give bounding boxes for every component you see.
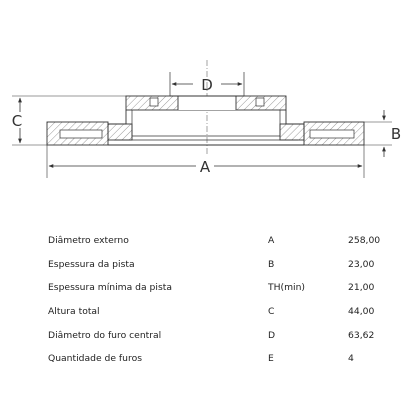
spec-label: Diâmetro do furo central — [48, 330, 162, 341]
spec-value: 44,00 — [348, 306, 375, 317]
dimension-label-a: A — [199, 158, 211, 176]
spec-row — [0, 306, 420, 322]
spec-label: Espessura mínima da pista — [48, 282, 172, 293]
spec-code: A — [268, 235, 275, 246]
spec-value: 4 — [348, 353, 354, 364]
spec-value: 63,62 — [348, 330, 375, 341]
brake-disc-diagram — [0, 0, 420, 205]
disc-left-ring — [47, 122, 132, 145]
dimension-b — [364, 110, 401, 157]
spec-code: E — [268, 353, 274, 364]
spec-code: C — [268, 306, 275, 317]
disc-right-ring — [280, 122, 364, 145]
spec-label: Diâmetro externo — [48, 235, 129, 246]
spec-code: B — [268, 259, 275, 270]
spec-value: 21,00 — [348, 282, 375, 293]
spec-value: 23,00 — [348, 259, 375, 270]
disc-hat-section — [108, 96, 304, 140]
spec-code: TH(min) — [268, 282, 306, 293]
spec-row — [0, 259, 420, 275]
dimension-label-c: C — [11, 112, 23, 130]
spec-label: Espessura da pista — [48, 259, 135, 270]
dimension-label-b: B — [390, 125, 402, 143]
spec-code: D — [268, 330, 276, 341]
spec-label: Altura total — [48, 306, 100, 317]
dimension-a — [47, 145, 364, 178]
spec-row — [0, 353, 420, 369]
spec-value: 258,00 — [348, 235, 381, 246]
spec-label: Quantidade de furos — [48, 353, 142, 364]
dimension-label-d: D — [201, 76, 213, 94]
dimension-d — [170, 72, 244, 96]
spec-row — [0, 282, 420, 298]
spec-row — [0, 330, 420, 346]
spec-row — [0, 235, 420, 251]
